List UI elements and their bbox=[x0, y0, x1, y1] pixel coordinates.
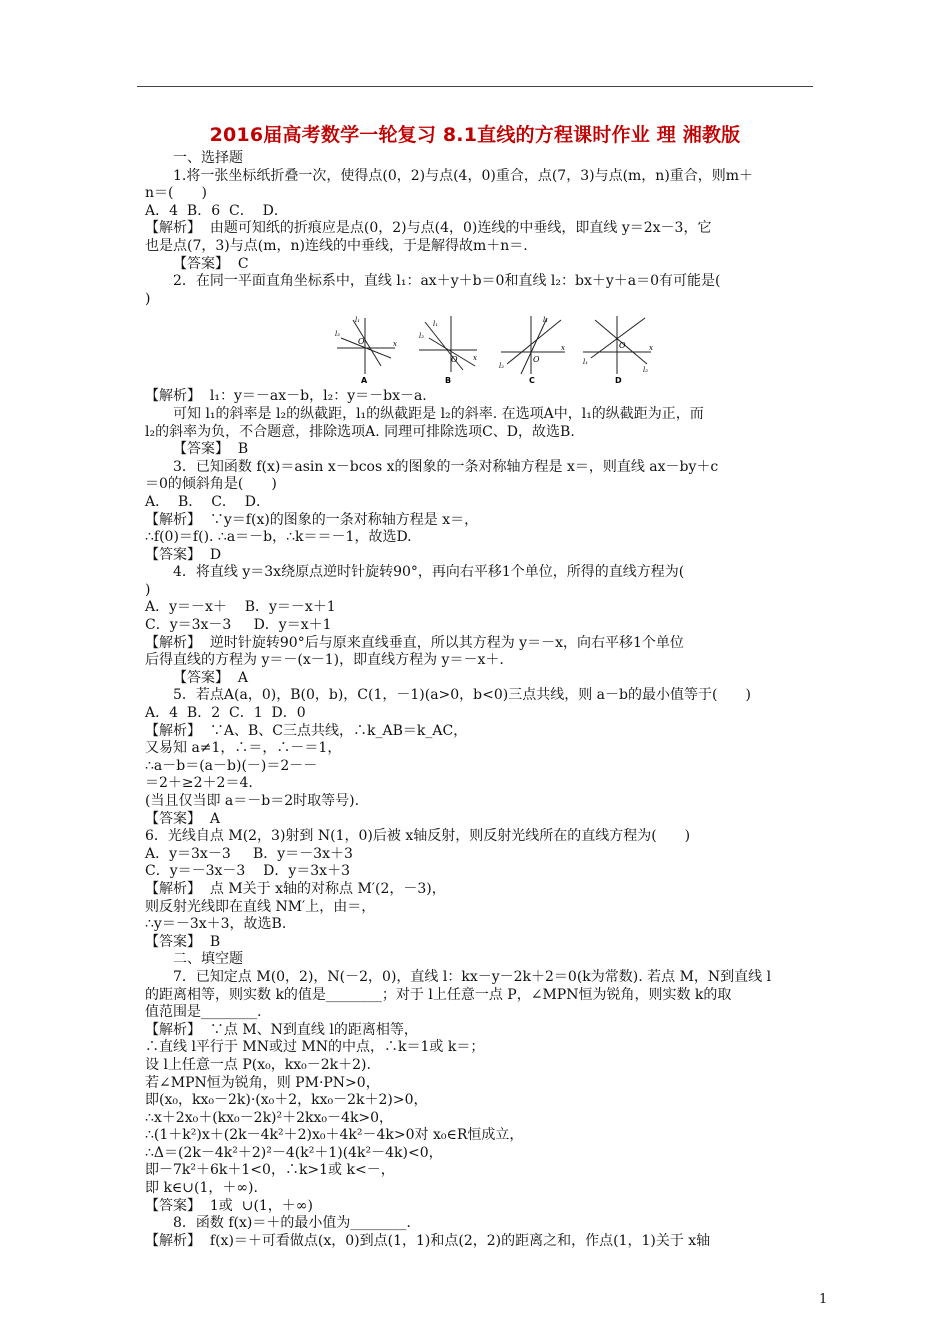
text-line: 5．若点A(a，0)，B(0，b)，C(1，－1)(a>0，b<0)三点共线，则 a－b的最小值等于( ) bbox=[173, 687, 751, 704]
text-line: n＝( ) bbox=[145, 185, 207, 202]
text-line: 【答案】 C bbox=[173, 255, 249, 272]
question-2-figure bbox=[333, 312, 663, 384]
text-line: ∴Δ＝(2k－4k²＋2)²－4(k²＋1)(4k²－4k)<0， bbox=[145, 1144, 443, 1161]
text-line: ∴y＝－3x＋3，故选B. bbox=[145, 916, 287, 933]
text-line: 即－7k²＋6k＋1<0，∴k>1或 k<－， bbox=[145, 1162, 395, 1179]
text-line: 二、填空题 bbox=[173, 951, 243, 968]
fig-b-l2: l₂ bbox=[419, 332, 425, 341]
text-line: C．y＝3x－3 D．y＝x＋1 bbox=[145, 617, 332, 634]
text-line: C．y＝－3x－3 D．y＝3x＋3 bbox=[145, 863, 350, 880]
text-line: 即 k∈∪(1，＋∞). bbox=[145, 1180, 258, 1197]
text-line: 【答案】 A bbox=[145, 810, 221, 827]
header-rule bbox=[137, 86, 813, 87]
text-line: 值范围是________. bbox=[145, 1004, 262, 1021]
fig-c-l1: l₁ bbox=[543, 316, 549, 325]
text-line: 7．已知定点 M(0，2)，N(－2，0)，直线 l：kx－y－2k＋2＝0(k为常数). 若点 M，N到直线 l bbox=[173, 968, 772, 985]
text-line: 若∠MPN恒为锐角，则 PM·PN>0， bbox=[145, 1074, 380, 1091]
text-line: ∴(1＋k²)x＋(2k－4k²＋2)x₀＋4k²－4k>0对 x₀∈R恒成立， bbox=[145, 1127, 524, 1144]
page-number: 1 bbox=[819, 1292, 828, 1307]
figure-option-b bbox=[419, 316, 477, 384]
text-line: 4．将直线 y＝3x绕原点逆时针旋转90°，再向右平移1个单位，所得的直线方程为( bbox=[173, 564, 685, 581]
document-body bbox=[145, 150, 813, 1250]
figure-option-c bbox=[499, 316, 565, 384]
text-line: 【答案】 B bbox=[173, 441, 249, 458]
fig-a-l2: l₂ bbox=[335, 330, 341, 339]
text-line: 后得直线的方程为 y＝－(x－1)，即直线方程为 y＝－x＋. bbox=[145, 652, 504, 669]
text-line: 【解析】 逆时针旋转90°后与原来直线垂直，所以其方程为 y＝－x，向右平移1个单位 bbox=[145, 634, 684, 651]
text-line: A．4 B．2 C．1 D．0 bbox=[145, 705, 306, 722]
text-line: 【答案】 1或 ∪(1，＋∞) bbox=[145, 1197, 313, 1214]
text-line: 【解析】 ∵y＝f(x)的图象的一条对称轴方程是 x＝， bbox=[145, 511, 479, 528]
text-line: 也是点(7，3)与点(m，n)连线的中垂线，于是解得故m＋n＝. bbox=[145, 237, 528, 254]
text-line: A．4 B．6 C． D． bbox=[145, 202, 288, 219]
text-line: 2．在同一平面直角坐标系中，直线 l₁：ax＋y＋b＝0和直线 l₂：bx＋y＋a＝0有可能是( bbox=[173, 273, 721, 290]
text-line: A． B． C． D． bbox=[145, 493, 271, 510]
text-line: 【解析】 ∵A、B、C三点共线，∴k_AB＝k_AC， bbox=[145, 722, 468, 739]
text-line: A．y＝3x－3 B．y＝－3x＋3 bbox=[145, 845, 353, 862]
fig-c-x: x bbox=[561, 344, 565, 353]
questions-part-2 bbox=[145, 388, 813, 1250]
text-line: 【答案】 A bbox=[173, 669, 249, 686]
fig-b-label: B bbox=[445, 376, 452, 385]
text-line: l₂的斜率为负，不合题意，排除选项A. 同理可排除选项C、D，故选B. bbox=[145, 423, 575, 440]
text-line: ) bbox=[145, 290, 151, 307]
text-line: ∴直线 l平行于 MN或过 MN的中点，∴k＝1或 k＝； bbox=[145, 1039, 485, 1056]
text-line: 的距离相等，则实数 k的值是________；对于 l上任意一点 P，∠MPN恒为锐角，则实数 k的取 bbox=[145, 986, 732, 1003]
fig-d-l1: l₁ bbox=[583, 358, 589, 367]
fig-c-l2: l₂ bbox=[499, 362, 505, 371]
text-line: 【解析】 f(x)＝＋可看做点(x，0)到点(1，1)和点(2，2)的距离之和，作点(1，1)关于 x轴 bbox=[145, 1232, 711, 1249]
text-line: 设 l上任意一点 P(x₀，kx₀－2k＋2). bbox=[145, 1056, 371, 1073]
fig-b-l1: l₁ bbox=[433, 320, 439, 329]
text-line: ∴f(0)＝f(). ∴a＝－b，∴k＝＝－1，故选D. bbox=[145, 529, 412, 546]
fig-c-label: C bbox=[529, 376, 535, 385]
fig-d-l2: l₂ bbox=[643, 366, 649, 375]
fig-d-x: x bbox=[649, 344, 653, 353]
text-line: A．y＝－x＋ B．y＝－x＋1 bbox=[145, 599, 336, 616]
fig-a-label: A bbox=[361, 376, 368, 385]
fig-a-o: O bbox=[358, 337, 365, 347]
text-line: 【解析】 ∵点 M、N到直线 l的距离相等， bbox=[145, 1021, 418, 1038]
figure-option-d bbox=[583, 316, 653, 384]
text-line: ) bbox=[145, 581, 151, 598]
fig-b-o: O bbox=[451, 355, 458, 365]
text-line: 则反射光线即在直线 NM′上，由＝， bbox=[145, 898, 376, 915]
text-line: 又易知 a≠1，∴＝，∴－＝1， bbox=[145, 740, 342, 757]
text-line: ∴a－b＝(a－b)(－)＝2－－ bbox=[145, 757, 318, 774]
text-line: 8．函数 f(x)＝＋的最小值为________. bbox=[173, 1215, 411, 1232]
fig-d-label: D bbox=[615, 376, 622, 385]
fig-c-o: O bbox=[533, 355, 540, 365]
text-line: 【解析】 由题可知纸的折痕应是点(0，2)与点(4，0)连线的中垂线，即直线 y＝2x－3，它 bbox=[145, 220, 712, 237]
text-line: 一、选择题 bbox=[173, 150, 243, 166]
text-line: ＝2＋≥2＋2＝4. bbox=[145, 775, 253, 792]
text-line: 1.将一张坐标纸折叠一次，使得点(0，2)与点(4，0)重合，点(7，3)与点(m，n)重合，则m＋ bbox=[173, 167, 754, 184]
questions-part-1 bbox=[145, 150, 813, 308]
text-line: 【答案】 D bbox=[145, 546, 222, 563]
figure-option-a bbox=[335, 316, 397, 384]
fig-a-l1: l₁ bbox=[355, 316, 361, 325]
text-line: 【解析】 点 M关于 x轴的对称点 M′(2，－3)， bbox=[145, 880, 446, 897]
fig-d-o: O bbox=[619, 341, 626, 351]
text-line: ＝0的倾斜角是( ) bbox=[145, 476, 277, 493]
text-line: 6．光线自点 M(2，3)射到 N(1，0)后被 x轴反射，则反射光线所在的直线方程为( ) bbox=[145, 828, 691, 845]
text-line: 3．已知函数 f(x)＝asin x－bcos x的图象的一条对称轴方程是 x＝，则直线 ax－by＋c bbox=[173, 458, 719, 475]
text-line: 【解析】 l₁：y＝－ax－b，l₂：y＝－bx－a. bbox=[145, 388, 427, 405]
document-title: 2016届高考数学一轮复习 8.1直线的方程课时作业 理 湘教版 bbox=[209, 124, 741, 146]
text-line: 【答案】 B bbox=[145, 933, 221, 950]
text-line: ∴x＋2x₀＋(kx₀－2k)²＋2kx₀－4k>0， bbox=[145, 1109, 394, 1126]
text-line: 即(x₀，kx₀－2k)·(x₀＋2，kx₀－2k＋2)>0， bbox=[145, 1092, 428, 1109]
text-line: 可知 l₁的斜率是 l₂的纵截距，l₁的纵截距是 l₂的斜率. 在选项A中，l₁的纵截距为正，而 bbox=[173, 405, 704, 422]
fig-b-x: x bbox=[473, 354, 477, 363]
text-line: (当且仅当即 a＝－b＝2时取等号). bbox=[145, 793, 360, 809]
fig-a-x: x bbox=[393, 340, 397, 349]
